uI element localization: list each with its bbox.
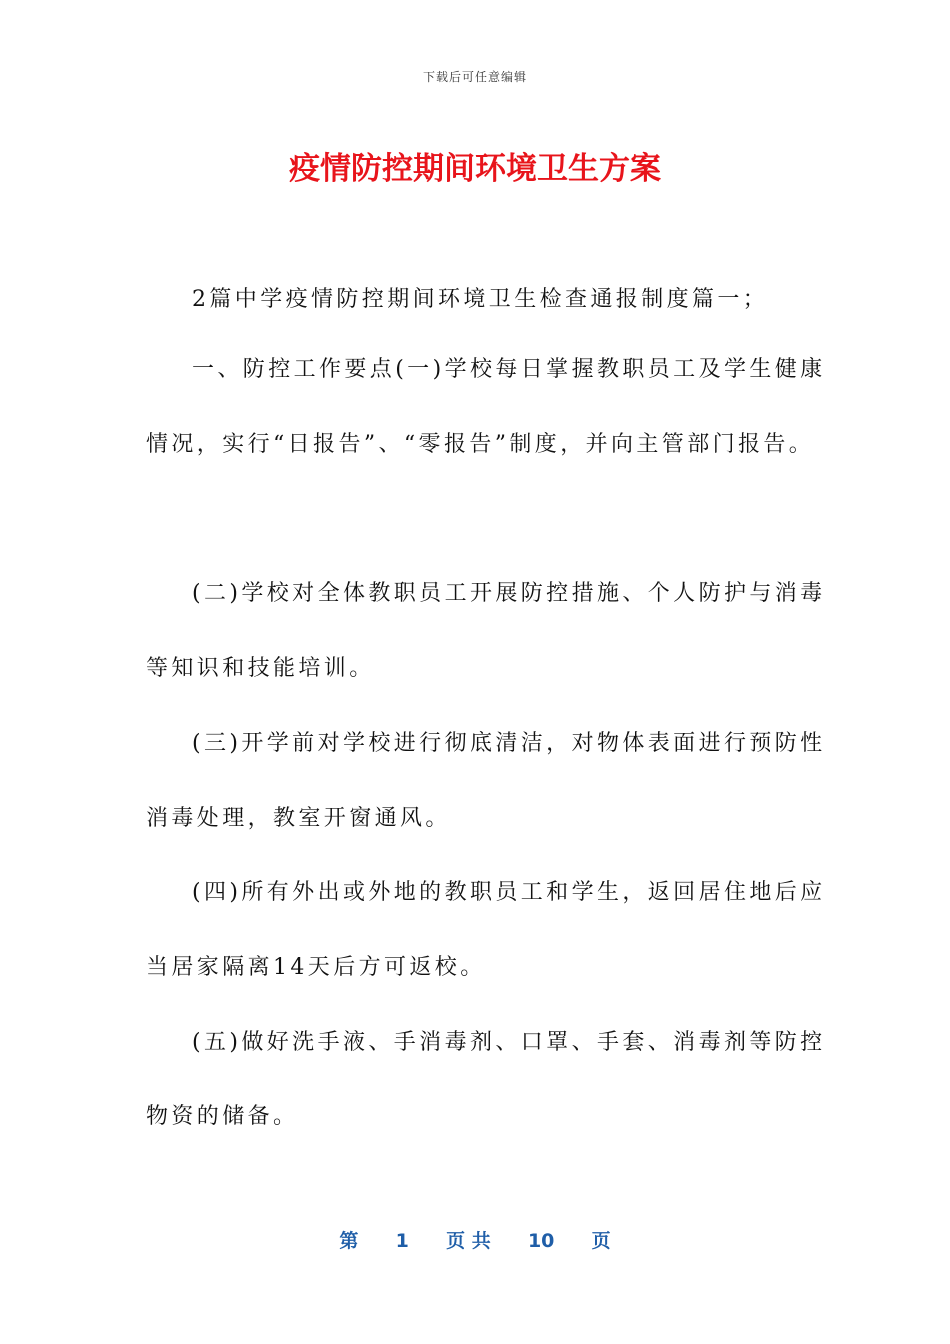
footer-page-middle: 页 共 (446, 1230, 491, 1252)
paragraph-line-9: 当居家隔离14天后方可返校。 (146, 955, 486, 980)
footer-page-suffix: 页 (591, 1230, 611, 1252)
footer-current-page: 1 (395, 1230, 409, 1252)
paragraph-line-6: (三)开学前对学校进行彻底清洁，对物体表面进行预防性 (192, 731, 826, 756)
page-footer (0, 1226, 950, 1253)
paragraph-line-11: 物资的储备。 (146, 1104, 299, 1129)
paragraph-line-10: (五)做好洗手液、手消毒剂、口罩、手套、消毒剂等防控 (192, 1030, 826, 1055)
footer-total-pages: 10 (527, 1230, 555, 1252)
paragraph-line-7: 消毒处理，教室开窗通风。 (146, 806, 451, 831)
footer-page-prefix: 第 (339, 1230, 359, 1252)
paragraph-line-5: 等知识和技能培训。 (146, 656, 375, 681)
document-title: 疫情防控期间环境卫生方案 (289, 151, 661, 187)
paragraph-line-2: 一、防控工作要点(一)学校每日掌握教职员工及学生健康 (192, 357, 826, 382)
paragraph-line-8: (四)所有外出或外地的教职员工和学生，返回居住地后应 (192, 880, 826, 905)
header-note: 下载后可任意编辑 (422, 70, 527, 84)
paragraph-line-4: (二)学校对全体教职员工开展防控措施、个人防护与消毒 (192, 581, 826, 606)
paragraph-line-1: 2篇中学疫情防控期间环境卫生检查通报制度篇一； (192, 287, 769, 312)
paragraph-line-3: 情况，实行“日报告”、“零报告”制度，并向主管部门报告。 (146, 432, 815, 457)
